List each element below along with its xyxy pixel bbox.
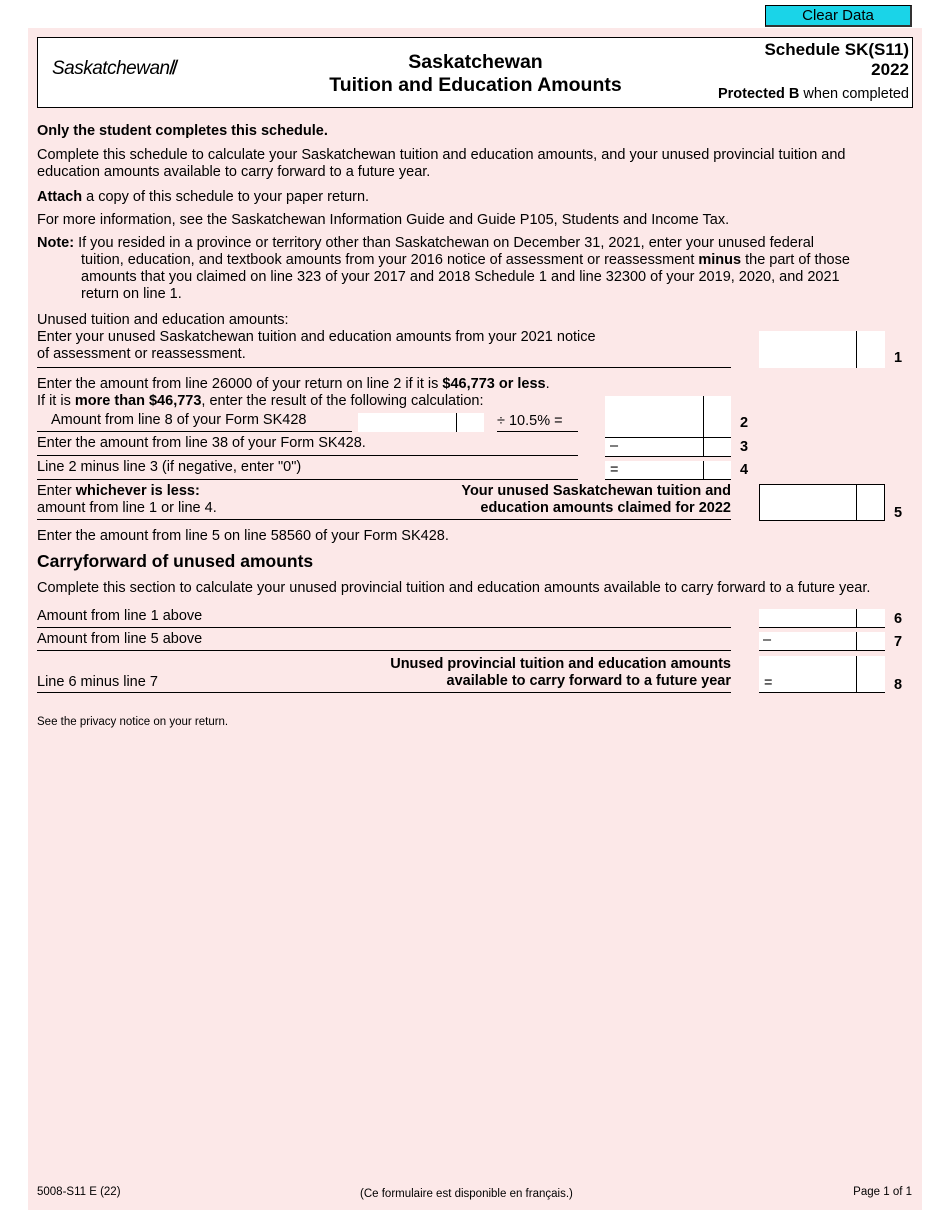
note-text-1: Note: If you resided in a province or territory other than Saskatchewan on December 31, 2021, enter your unused federal	[37, 235, 814, 251]
equals-sign: =	[764, 675, 773, 691]
intro-text-2: education amounts available to carry forward to a future year.	[37, 164, 431, 180]
line-number-5: 5	[894, 505, 903, 521]
line-number-8: 8	[894, 677, 903, 693]
line2-label-a: Enter the amount from line 26000 of your return on line 2 if it is $46,773 or less.	[37, 376, 550, 392]
line5-label-b: amount from line 1 or line 4.	[37, 500, 217, 516]
line-number-3: 3	[740, 439, 749, 455]
french-availability: (Ce formulaire est disponible en français.)	[360, 1188, 573, 1200]
form-year: 2022	[871, 60, 909, 79]
page-number: Page 1 of 1	[853, 1186, 912, 1198]
line3-input[interactable]	[605, 438, 731, 457]
line1-label-b: of assessment or reassessment.	[37, 346, 246, 362]
line2-label-c: Amount from line 8 of your Form SK428	[51, 412, 307, 428]
unused-heading: Unused tuition and education amounts:	[37, 312, 289, 328]
line-number-6: 6	[894, 611, 903, 627]
line-number-2: 2	[740, 415, 749, 431]
line8-right-label-2: available to carry forward to a future year	[446, 673, 731, 689]
line8-right-label-1: Unused provincial tuition and education amounts	[390, 656, 731, 672]
line5-input[interactable]	[759, 484, 885, 521]
line7-input[interactable]	[759, 632, 885, 651]
protected-label: Protected B when completed	[717, 86, 909, 102]
line8-input[interactable]	[759, 656, 885, 693]
sk428-line8-input[interactable]	[358, 413, 484, 432]
line3-label: Enter the amount from line 38 of your Form SK428.	[37, 435, 366, 451]
line-number-1: 1	[894, 350, 903, 366]
line5-right-label-1: Your unused Saskatchewan tuition and	[461, 483, 731, 499]
equals-sign: =	[610, 462, 619, 478]
line5-right-label-2: education amounts claimed for 2022	[480, 500, 731, 516]
minus-sign: –	[763, 632, 772, 648]
divide-rate-label: ÷ 10.5% =	[497, 413, 563, 429]
line6-input[interactable]	[759, 609, 885, 628]
clear-data-button[interactable]: Clear Data	[765, 5, 912, 27]
minus-sign: –	[610, 438, 619, 454]
line2-input[interactable]	[605, 396, 731, 438]
line-number-4: 4	[740, 462, 749, 478]
line1-label-a: Enter your unused Saskatchewan tuition and education amounts from your 2021 notice	[37, 329, 596, 345]
privacy-notice: See the privacy notice on your return.	[37, 716, 229, 728]
attach-text: Attach a copy of this schedule to your paper return.	[37, 189, 370, 205]
line1-input[interactable]	[759, 331, 885, 368]
line-number-7: 7	[894, 634, 903, 650]
only-student-text: Only the student completes this schedule.	[37, 123, 328, 139]
carryforward-heading: Carryforward of unused amounts	[37, 551, 314, 571]
form-code: 5008-S11 E (22)	[37, 1186, 121, 1198]
note-text-3: amounts that you claimed on line 323 of your 2017 and 2018 Schedule 1 and line 32300 of your 2019, 2020, and 2021	[81, 269, 840, 285]
schedule-id: Schedule SK(S11)	[764, 40, 909, 59]
form-title-line2: Tuition and Education Amounts	[329, 74, 622, 96]
line5-label-a: Enter whichever is less:	[37, 483, 200, 499]
after-line5-text: Enter the amount from line 5 on line 58560 of your Form SK428.	[37, 528, 449, 544]
line2-label-b: If it is more than $46,773, enter the result of the following calculation:	[37, 393, 484, 409]
note-text-2: tuition, education, and textbook amounts from your 2016 notice of assessment or reassessment minus the part of those	[81, 252, 850, 268]
wheat-icon: ⫽	[169, 58, 178, 79]
intro-text-1: Complete this schedule to calculate your Saskatchewan tuition and education amounts, and your unused provincial tuition and	[37, 147, 846, 163]
line7-label: Amount from line 5 above	[37, 631, 203, 647]
line4-input[interactable]	[605, 461, 731, 480]
logo-text: Saskatchewan	[52, 58, 170, 79]
carryforward-description: Complete this section to calculate your unused provincial tuition and education amounts available to carry forward to a future year.	[37, 580, 871, 596]
more-info-text: For more information, see the Saskatchewan Information Guide and Guide P105, Students and Income Tax.	[37, 212, 730, 228]
line6-label: Amount from line 1 above	[37, 608, 203, 624]
form-header	[37, 37, 913, 108]
line8-label: Line 6 minus line 7	[37, 674, 158, 690]
saskatchewan-logo	[52, 58, 178, 80]
line4-label: Line 2 minus line 3 (if negative, enter "0")	[37, 459, 302, 475]
form-title-line1: Saskatchewan	[408, 51, 543, 73]
note-text-4: return on line 1.	[81, 286, 182, 302]
